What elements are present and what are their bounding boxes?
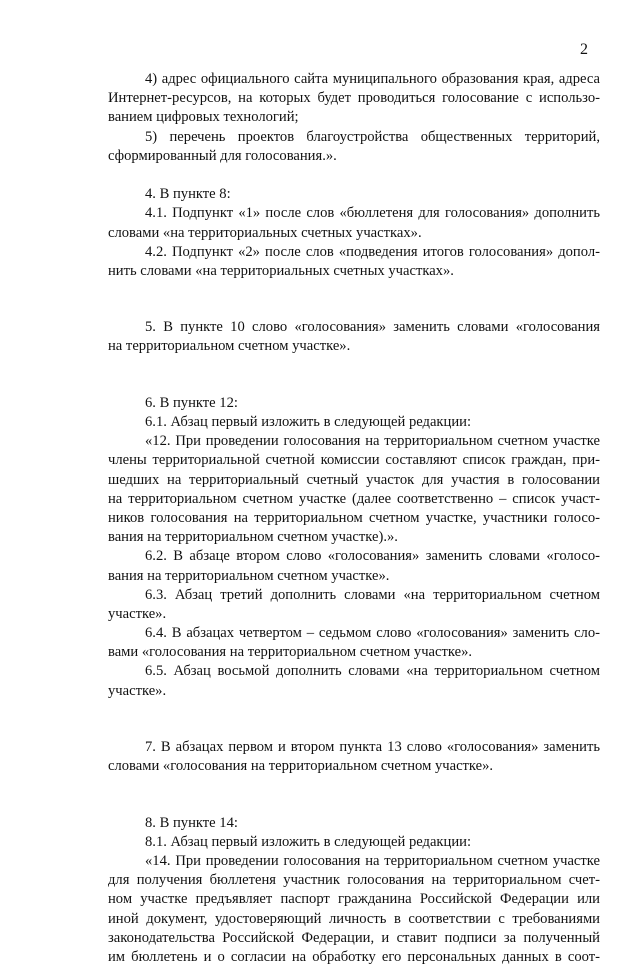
text-line: 6.1. Абзац первый изложить в следующей редакции: (145, 414, 472, 430)
paragraph-gap (108, 281, 600, 299)
paragraph-gap (108, 776, 600, 794)
text-line: для получения бюллетеня участник голосования на территориальном счет- (108, 872, 600, 889)
text-line: вания на территориальном счетном участке).». (108, 529, 398, 546)
paragraph-gap (108, 166, 600, 185)
text-line: члены территориальной счетной комиссии составляют список граждан, при- (108, 452, 600, 469)
section-heading: 5. В пункте 10 слово «голосования» заменить словами «голосования (145, 319, 600, 336)
paragraph-gap (108, 719, 600, 738)
text-line: «12. При проведении голосования на территориальном счетном участке (145, 433, 600, 450)
text-line: ников голосования на территориальном счетном участке, участники голосо- (108, 509, 600, 526)
text-line: словами «голосования на территориальном счетном участке». (108, 758, 494, 775)
paragraph-gap (108, 794, 600, 813)
text-line: нить словами «на территориальных счетных участках». (108, 262, 454, 279)
paragraph-gap (108, 299, 600, 318)
text-line: вами «голосования на территориальном счетном участке». (108, 644, 473, 661)
paragraph-gap (108, 375, 600, 394)
paragraph-gap (108, 701, 600, 719)
text-line: словами «на территориальных счетных участках». (108, 224, 422, 241)
text-line: 4.2. Подпункт «2» после слов «подведения итогов голосования» допол- (145, 243, 600, 260)
text-line: ванием цифровых технологий; (108, 109, 299, 126)
text-line: Интернет-ресурсов, на которых будет проводиться голосование с использо- (108, 90, 600, 107)
text-line: 5) перечень проектов благоустройства общественных территорий, (145, 128, 600, 145)
section-heading: 4. В пункте 8: (145, 186, 231, 203)
text-line: 6.3. Абзац третий дополнить словами «на территориальном счетном (145, 586, 600, 603)
text-line: 6.4. В абзацах четвертом – седьмом слово «голосования» заменить сло- (145, 625, 600, 642)
text-line: шедших на территориальный счетный участок для участия в голосовании (108, 471, 600, 488)
text-line: 4) адрес официального сайта муниципального образования края, адреса (145, 71, 600, 87)
section-heading: 8. В пункте 14: (145, 814, 238, 831)
section-heading: 6. В пункте 12: (145, 394, 238, 411)
text-line: на территориальном счетном участке (далее соответственно – список участ- (108, 490, 600, 507)
text-line: им бюллетень и о согласии на обработку его персональных данных в соот- (108, 948, 600, 965)
paragraph-gap (108, 357, 600, 375)
document-body (108, 70, 600, 967)
text-line: участке». (108, 605, 167, 622)
text-line: сформированный для голосования.». (108, 147, 337, 164)
text-line: 6.2. В абзаце втором слово «голосования» заменить словами «голосо- (145, 548, 600, 565)
text-line: 8.1. Абзац первый изложить в следующей редакции: (145, 833, 472, 850)
text-line: «14. При проведении голосования на территориальном счетном участке (145, 852, 600, 869)
text-line: участке». (108, 682, 167, 699)
text-line: законодательства Российской Федерации, и ставит подписи за полученный (108, 929, 600, 946)
page-number: 2 (580, 41, 588, 58)
section-heading: 7. В абзацах первом и втором пункта 13 слово «голосования» заменить (145, 739, 600, 755)
text-line: иной документ, удостоверяющий личность в соответствии с требованиями (108, 910, 600, 927)
text-line: 4.1. Подпункт «1» после слов «бюллетеня для голосования» дополнить (145, 205, 600, 222)
text-line: 6.5. Абзац восьмой дополнить словами «на территориальном счетном (145, 663, 600, 680)
text-line: вания на территориальном счетном участке». (108, 567, 390, 584)
text-line: ном участке предъявляет паспорт гражданина Российской Федерации или (108, 891, 600, 908)
text-line: на территориальном счетном участке». (108, 338, 351, 355)
